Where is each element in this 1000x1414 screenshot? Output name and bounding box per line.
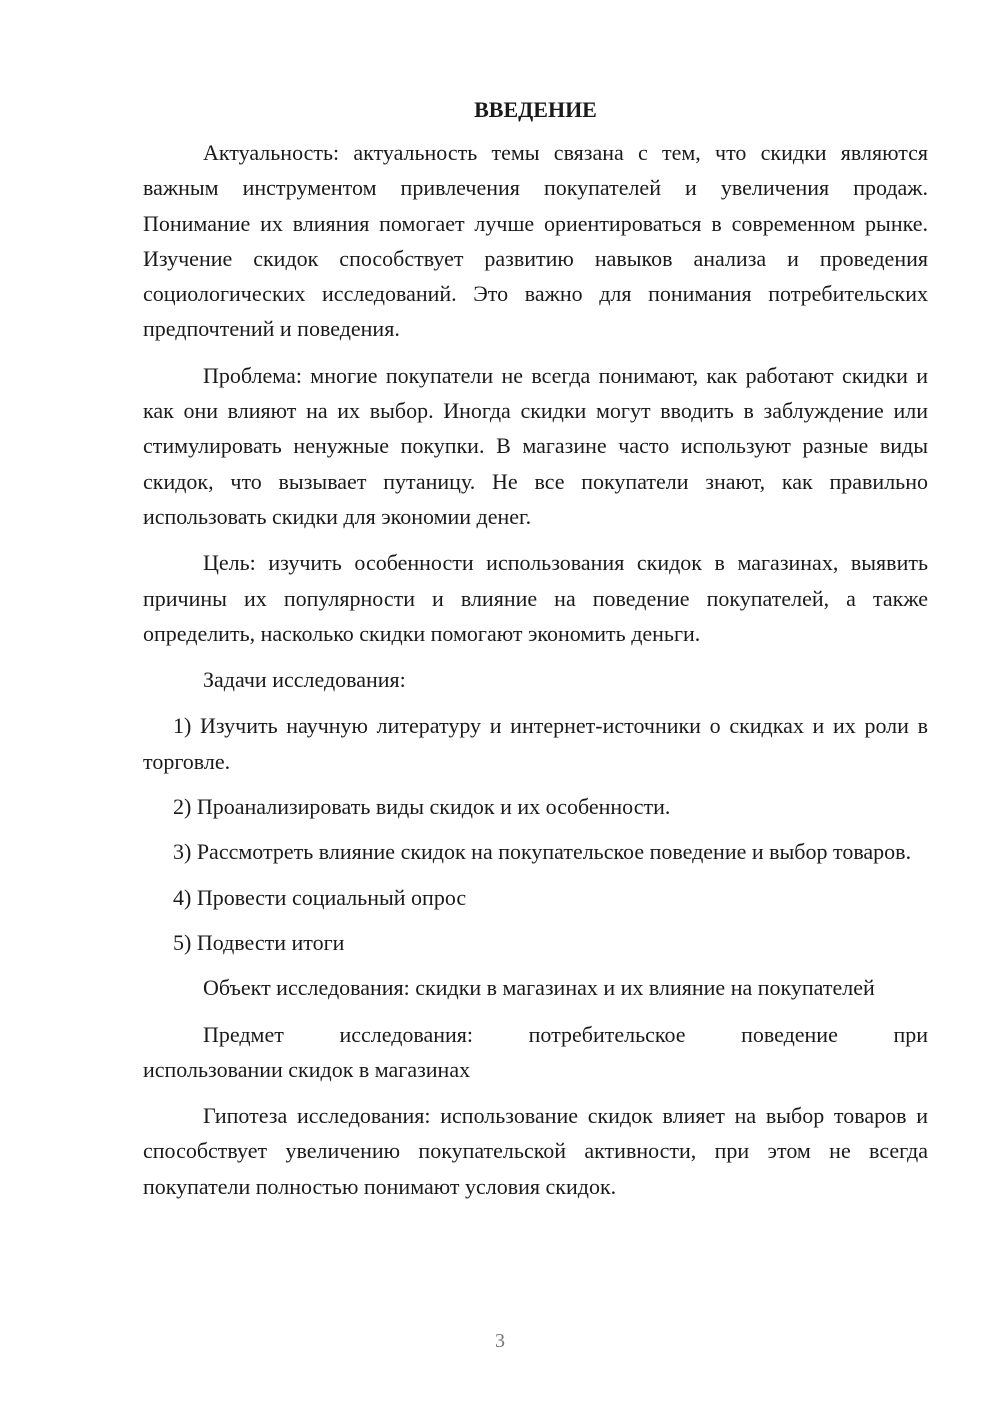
page-title: ВВЕДЕНИЕ xyxy=(474,97,597,122)
problem-paragraph: Проблема: многие покупатели не всегда понимают, как работают скидки и как они влияют на их выбор. Иногда скидки могут вводить в заблуждение или стимулировать ненужные покупки. В магазине часто используют разные виды скидок, что вызывает путаницу. Не все покупатели знают, как правильно использовать скидки для экономии денег. xyxy=(143,362,928,529)
subject-paragraph xyxy=(143,1017,928,1088)
task-item-5: 5) Подвести итоги xyxy=(173,929,345,955)
relevance-paragraph: Актуальность: актуальность темы связана с тем, что скидки являются важным инструментом привлечения покупателей и увеличения продаж. Понимание их влияния помогает лучше ориентироваться в современном рынке. Изучение скидок способствует развитию навыков анализа и проведения социологических исследований. Это важно для понимания потребительских предпочтений и поведения. xyxy=(143,140,928,342)
document-page xyxy=(143,92,928,1215)
task-item-4: 4) Провести социальный опрос xyxy=(173,884,467,910)
tasks-heading: Задачи исследования: xyxy=(203,667,406,693)
hypothesis-paragraph: Гипотеза исследования: использование скидок влияет на выбор товаров и способствует увеличению покупательской активности, при этом не всегда покупатели полностью понимают условия скидок. xyxy=(143,1103,928,1199)
goal-paragraph: Цель: изучить особенности использования скидок в магазинах, выявить причины их популярности и влияние на поведение покупателей, а также определить, насколько скидки помогают экономить деньги. xyxy=(143,550,928,646)
subject-line-1: Предмет исследования: потребительское поведение при xyxy=(203,1021,928,1047)
page-number: 3 xyxy=(495,1330,505,1352)
task-item-2: 2) Проанализировать виды скидок и их особенности. xyxy=(173,794,671,820)
task-item-1: 1) Изучить научную литературу и интернет-источники о скидках и их роли в торговле. xyxy=(143,713,928,774)
task-item-3: 3) Рассмотреть влияние скидок на покупательское поведение и выбор товаров. xyxy=(173,839,912,865)
subject-line-2: использовании скидок в магазинах xyxy=(143,1056,471,1082)
object-paragraph: Объект исследования: скидки в магазинах и их влияние на покупателей xyxy=(203,975,875,1001)
